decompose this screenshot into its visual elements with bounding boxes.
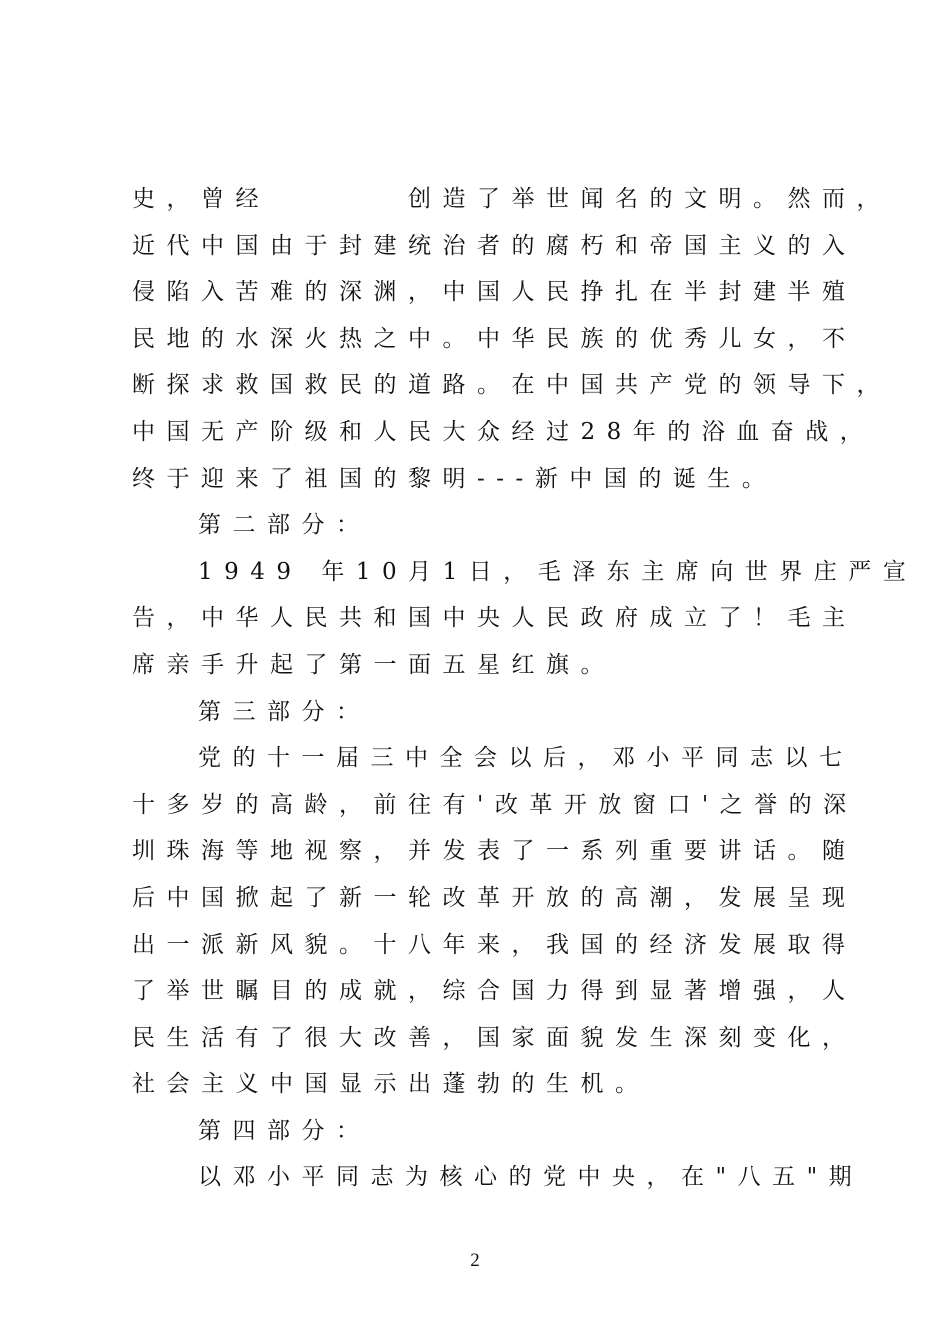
text-line-7: 终于迎来了祖国的黎明---新中国的诞生。 <box>132 465 777 492</box>
page-number: 2 <box>470 1250 480 1271</box>
text-line-20: 社会主义中国显示出蓬勃的生机。 <box>132 1071 650 1098</box>
text-line-18: 了举世瞩目的成就，综合国力得到显著增强，人 <box>132 978 857 1005</box>
text-line-22: 以邓小平同志为核心的党中央，在"八五"期 <box>198 1164 864 1191</box>
text-line-9: 1949 年10月1日，毛泽东主席向世界庄严宣 <box>198 558 918 585</box>
section-heading-part-2: 第二部分： <box>198 512 371 539</box>
text-line-2: 近代中国由于封建统治者的腐朽和帝国主义的入 <box>132 232 857 259</box>
section-heading-part-4: 第四部分： <box>198 1117 371 1144</box>
text-line-13: 党的十一届三中全会以后，邓小平同志以七 <box>198 745 854 772</box>
text-line-1: 史，曾经 创造了举世闻名的文明。然而， <box>132 186 891 212</box>
text-line-6: 中国无产阶级和人民大众经过28年的浴血奋战， <box>132 418 875 445</box>
text-line-10: 告，中华人民共和国中央人民政府成立了！毛主 <box>132 605 857 632</box>
text-line-5: 断探求救国救民的道路。在中国共产党的领导下， <box>132 372 891 399</box>
body-text <box>132 176 918 1201</box>
section-heading-part-3: 第三部分： <box>198 698 371 725</box>
text-line-19: 民生活有了很大改善，国家面貌发生深刻变化， <box>132 1024 857 1051</box>
text-line-16: 后中国掀起了新一轮改革开放的高潮，发展呈现 <box>132 884 857 911</box>
text-line-17: 出一派新风貌。十八年来，我国的经济发展取得 <box>132 931 857 958</box>
text-line-14: 十多岁的高龄，前往有'改革开放窗口'之誉的深 <box>132 791 858 818</box>
text-line-4: 民地的水深火热之中。中华民族的优秀儿女，不 <box>132 325 857 352</box>
text-line-15: 圳珠海等地视察，并发表了一系列重要讲话。随 <box>132 838 857 865</box>
text-line-11: 席亲手升起了第一面五星红旗。 <box>132 651 615 678</box>
text-line-3: 侵陷入苦难的深渊，中国人民挣扎在半封建半殖 <box>132 279 857 306</box>
